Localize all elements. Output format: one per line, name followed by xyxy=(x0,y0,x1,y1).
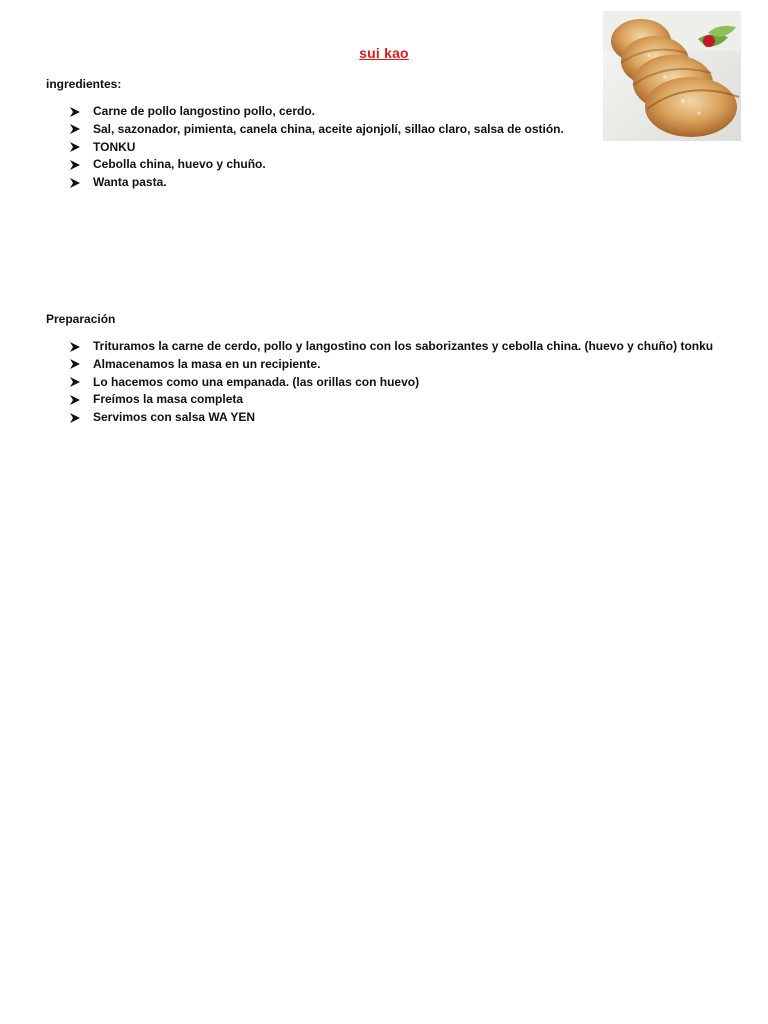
arrowhead-bullet-icon xyxy=(70,174,93,191)
document-title: sui kao xyxy=(359,45,409,61)
list-item xyxy=(70,174,730,192)
arrowhead-bullet-icon xyxy=(70,121,93,138)
arrowhead-bullet-icon xyxy=(70,139,93,156)
arrowhead-bullet-icon xyxy=(70,409,93,426)
preparation-step-text: Lo hacemos como una empanada. (las orillas con huevo) xyxy=(93,374,420,389)
ingredient-text: Sal, sazonador, pimienta, canela china, aceite ajonjolí, sillao claro, salsa de ostión. xyxy=(93,121,564,136)
list-item xyxy=(70,338,730,356)
preparation-list xyxy=(70,338,730,427)
arrowhead-bullet-icon xyxy=(70,356,93,373)
list-item xyxy=(70,391,730,409)
ingredient-text: Wanta pasta. xyxy=(93,175,167,190)
list-item xyxy=(70,103,730,121)
ingredient-text: Carne de pollo langostino pollo, cerdo. xyxy=(93,104,316,118)
list-item xyxy=(70,356,730,374)
arrowhead-bullet-icon xyxy=(70,103,93,120)
list-item xyxy=(70,121,730,139)
ingredients-heading: ingredientes: xyxy=(46,77,122,91)
preparation-step-text: Trituramos la carne de cerdo, pollo y langostino con los saborizantes y cebolla china. (huevo y chuño) tonku xyxy=(93,339,714,353)
list-item xyxy=(70,156,730,174)
arrowhead-bullet-icon xyxy=(70,391,93,408)
preparation-step-text: Almacenamos la masa en un recipiente. xyxy=(93,356,321,371)
ingredient-text: Cebolla china, huevo y chuño. xyxy=(93,157,266,172)
ingredients-list xyxy=(70,103,730,192)
preparation-step-text: Freímos la masa completa xyxy=(93,392,244,407)
list-item xyxy=(70,139,730,157)
arrowhead-bullet-icon xyxy=(70,374,93,391)
arrowhead-bullet-icon xyxy=(70,156,93,173)
list-item xyxy=(70,409,730,427)
preparation-step-text: Servimos con salsa WA YEN xyxy=(93,410,256,425)
ingredient-text: TONKU xyxy=(93,139,136,154)
list-item xyxy=(70,374,730,392)
preparation-heading: Preparación xyxy=(46,312,116,326)
arrowhead-bullet-icon xyxy=(70,338,93,355)
